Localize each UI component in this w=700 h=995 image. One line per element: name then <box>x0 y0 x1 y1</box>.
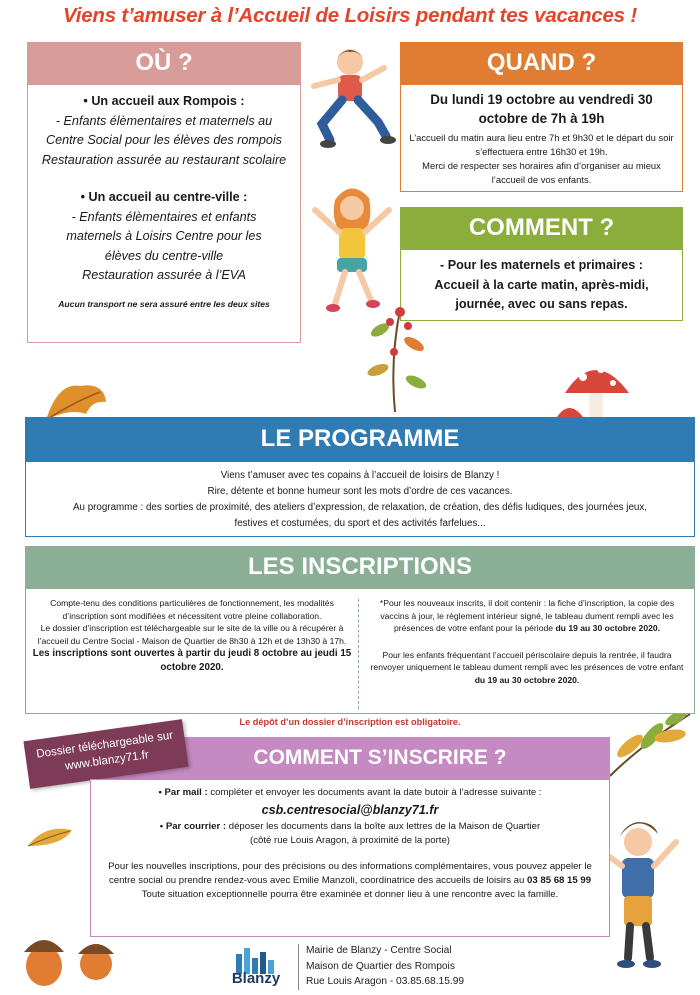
email-link[interactable]: csb.centresocial@blanzy71.fr <box>261 803 439 817</box>
site2-text: - Enfants élèmentaires et enfants maternels à Loisirs Centre pour les élèves du centre-ville <box>66 209 262 263</box>
inscriptions-left1: Compte-tenu des conditions particulières de fonctionnement, les modalités d’inscription sont modifiées et nécessitent votre pleine collaboration. <box>50 598 334 621</box>
inscriptions-header: LES INSCRIPTIONS <box>25 546 695 588</box>
info-text: Pour les nouvelles inscriptions, pour des précisions ou des informations complémentaires, vous pouvez appeler le centre social ou prendre rendez-vous avec Emilie Manzoli, coordinatrice des accueils de loisirs au <box>108 861 592 886</box>
berry-branch-illustration <box>350 300 440 415</box>
comment-header: COMMENT ? <box>400 207 683 249</box>
inscriptions-right-column <box>366 597 688 687</box>
comment-box <box>400 249 683 321</box>
programme-line1: Viens t’amuser avec tes copains à l’accueil de loisirs de Blanzy ! <box>220 470 500 481</box>
mail-label: • Par mail : <box>158 787 208 798</box>
inscrire-box <box>90 779 610 937</box>
transport-note: Aucun transport ne sera assuré entre les deux sites <box>58 298 270 309</box>
site2-title: • Un accueil au centre-ville : <box>80 190 248 204</box>
ou-header: OÙ ? <box>27 42 301 84</box>
jumping-girl-illustration <box>305 180 400 320</box>
inscriptions-right2-dates: du 19 au 30 octobre 2020. <box>474 674 580 685</box>
site1-title: • Un accueil aux Rompois : <box>83 94 245 108</box>
inscriptions-right2-text: Pour les enfants fréquentant l’accueil périscolaire depuis la rentrée, il faudra renvoyer uniquement le tableau dument rempli avec les présences de votre enfant <box>370 649 684 673</box>
inscriptions-left3: Les inscriptions sont ouvertes à partir du jeudi 8 octobre au jeudi 15 octobre 2020. <box>32 648 352 674</box>
post-side: (côté rue Louis Aragon, à proximité de la porte) <box>250 835 450 846</box>
inscriptions-right2 <box>366 649 688 687</box>
small-leaf-left <box>26 824 76 850</box>
inscriptions-left-column <box>32 597 352 675</box>
comment-line2: Accueil à la carte matin, après-midi, journée, avec ou sans repas. <box>434 277 649 311</box>
info-line <box>99 860 601 888</box>
page-title: Viens t’amuser à l’Accueil de Loisirs pendant tes vacances ! <box>62 4 637 27</box>
jumping-boy-illustration <box>300 40 400 152</box>
quand-header: QUAND ? <box>400 42 683 84</box>
footer-line2: Maison de Quartier des Rompois <box>306 960 455 972</box>
quand-hours: L’accueil du matin aura lieu entre 7h et 9h30 et le départ du soir s’effectuera entre 16h30 et 19h. <box>409 132 674 157</box>
inscriptions-left2: Le dossier d’inscription est téléchargeable sur le site de la ville ou à récupérer à l’accueil du Centre Social - Maison de Quartier de 8h30 à 12h et de 13h30 à 17h. <box>37 623 347 646</box>
footer-divider <box>298 944 299 990</box>
info-phone: 03 85 68 15 99 <box>527 875 592 886</box>
mail-line <box>99 786 601 800</box>
site2-meal: Restauration assurée à l’EVA <box>82 268 246 282</box>
info-exception: Toute situation exceptionnelle pourra être examinée et donner lieu à une rencontre avec la famille. <box>141 889 559 900</box>
footer-address <box>306 943 526 990</box>
programme-line3: Au programme : des sorties de proximité, des ateliers d’expression, de relaxation, de création, des défis ludiques, des journées jeux, festives et costumées, du sport et des activités farfelues... <box>73 502 647 529</box>
footer-line1: Mairie de Blanzy - Centre Social <box>306 945 452 956</box>
quand-box <box>400 84 683 192</box>
logo-text: Blanzy <box>231 970 281 987</box>
post-label: • Par courrier : <box>159 821 227 832</box>
inscriptions-divider <box>358 599 359 709</box>
footer-line3: Rue Louis Aragon - 03.85.68.15.99 <box>306 976 465 987</box>
inscriptions-box <box>25 588 695 714</box>
mail-text: compléter et envoyer les documents avant la date butoir à l’adresse suivante : <box>210 787 542 798</box>
inscriptions-right1-text: *Pour les nouveaux inscrits, il doit contenir : la fiche d’inscription, la copie des vaccins à jour, le règlement intérieur signé, le tableau dument rempli avec les présences de votre enfant pour la période <box>379 598 675 634</box>
inscriptions-right1 <box>366 597 688 635</box>
download-tag[interactable]: Dossier téléchargeable sur www.blanzy71.fr <box>23 719 188 789</box>
post-line <box>99 820 601 834</box>
programme-line2: Rire, détente et bonne humeur sont les mots d’ordre de ces vacances. <box>207 486 513 497</box>
programme-box <box>25 461 695 537</box>
mandatory-note: Le dépôt d’un dossier d’inscription est obligatoire. <box>239 717 461 727</box>
post-text: déposer les documents dans la boîte aux lettres de la Maison de Quartier <box>228 821 541 832</box>
quand-respect: Merci de respecter ses horaires afin d’organiser au mieux l’accueil de vos enfants. <box>422 160 661 185</box>
inscrire-header: COMMENT S’INSCRIRE ? <box>90 737 610 779</box>
programme-header: LE PROGRAMME <box>25 417 695 461</box>
site1-text: - Enfants élèmentaires et maternels au Centre Social pour les élèves des rompois <box>46 113 282 147</box>
comment-line1: - Pour les maternels et primaires : <box>440 258 643 272</box>
inscriptions-right1-dates: du 19 au 30 octobre 2020. <box>555 623 661 634</box>
ou-box <box>27 84 301 343</box>
quand-dates: Du lundi 19 octobre au vendredi 30 octobre de 7h à 19h <box>430 92 653 126</box>
site1-meal: Restauration assurée au restaurant scolaire <box>41 152 287 167</box>
